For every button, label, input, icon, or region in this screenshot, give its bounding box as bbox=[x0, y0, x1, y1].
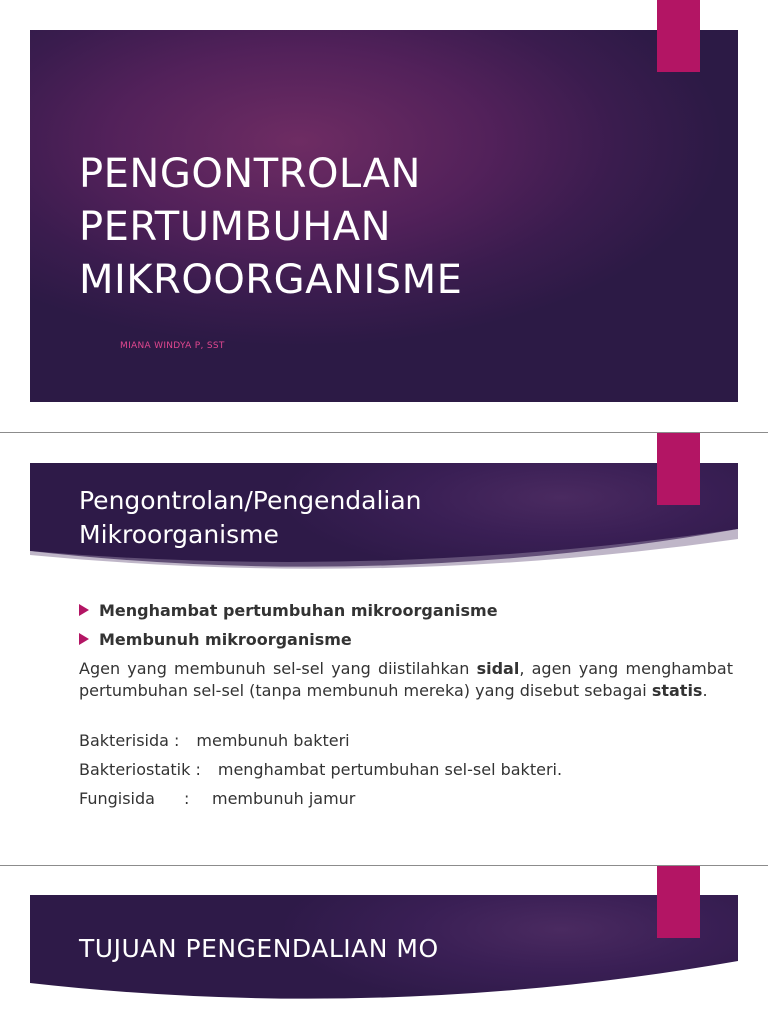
slide1-title bbox=[79, 148, 462, 307]
author-subtitle: MIANA WINDYA P, SST bbox=[120, 341, 225, 351]
bullet-arrow-icon bbox=[79, 604, 89, 616]
definition-row bbox=[79, 731, 350, 750]
definition-term: Fungisida bbox=[79, 789, 155, 808]
definition-meaning: membunuh bakteri bbox=[196, 731, 350, 750]
slide2-title-line: Mikroorganisme bbox=[79, 520, 279, 549]
definition-term: Bakteriostatik : bbox=[79, 760, 201, 779]
para-text: . bbox=[702, 681, 708, 700]
bullet-text: Menghambat pertumbuhan mikroorganisme bbox=[99, 601, 498, 620]
definition-meaning: membunuh jamur bbox=[212, 789, 356, 808]
slide-divider bbox=[0, 432, 768, 433]
slide2-title-line: Pengontrolan/Pengendalian bbox=[79, 486, 422, 515]
bullet-item bbox=[79, 630, 352, 649]
definition-separator: : bbox=[184, 789, 190, 808]
slide1-title-line: PERTUMBUHAN bbox=[79, 204, 392, 250]
slide1-title-line: PENGONTROLAN bbox=[79, 151, 421, 197]
accent-tab bbox=[657, 433, 700, 505]
definition-row bbox=[79, 760, 562, 779]
bullet-item bbox=[79, 601, 498, 620]
para-term-statis: statis bbox=[651, 681, 703, 700]
slide1-title-line: MIKROORGANISME bbox=[79, 257, 463, 303]
description-paragraph bbox=[79, 658, 733, 702]
bullet-arrow-icon bbox=[79, 633, 89, 645]
accent-tab bbox=[657, 866, 700, 938]
definition-meaning: menghambat pertumbuhan sel-sel bakteri. bbox=[217, 760, 563, 779]
para-text: Agen yang membunuh sel-sel yang diistilahkan bbox=[79, 659, 477, 678]
para-text: , agen yang menghambat pertumbuhan sel-sel (tanpa membunuh mereka) yang disebut sebagai bbox=[79, 659, 734, 700]
slide2-title bbox=[79, 484, 422, 552]
bullet-text: Membunuh mikroorganisme bbox=[99, 630, 352, 649]
definition-row bbox=[79, 789, 355, 808]
slide-divider bbox=[0, 865, 768, 866]
definition-term: Bakterisida : bbox=[79, 731, 180, 750]
slide3-title: TUJUAN PENGENDALIAN MO bbox=[79, 934, 439, 963]
accent-tab bbox=[657, 0, 700, 72]
para-term-sidal: sidal bbox=[476, 659, 520, 678]
